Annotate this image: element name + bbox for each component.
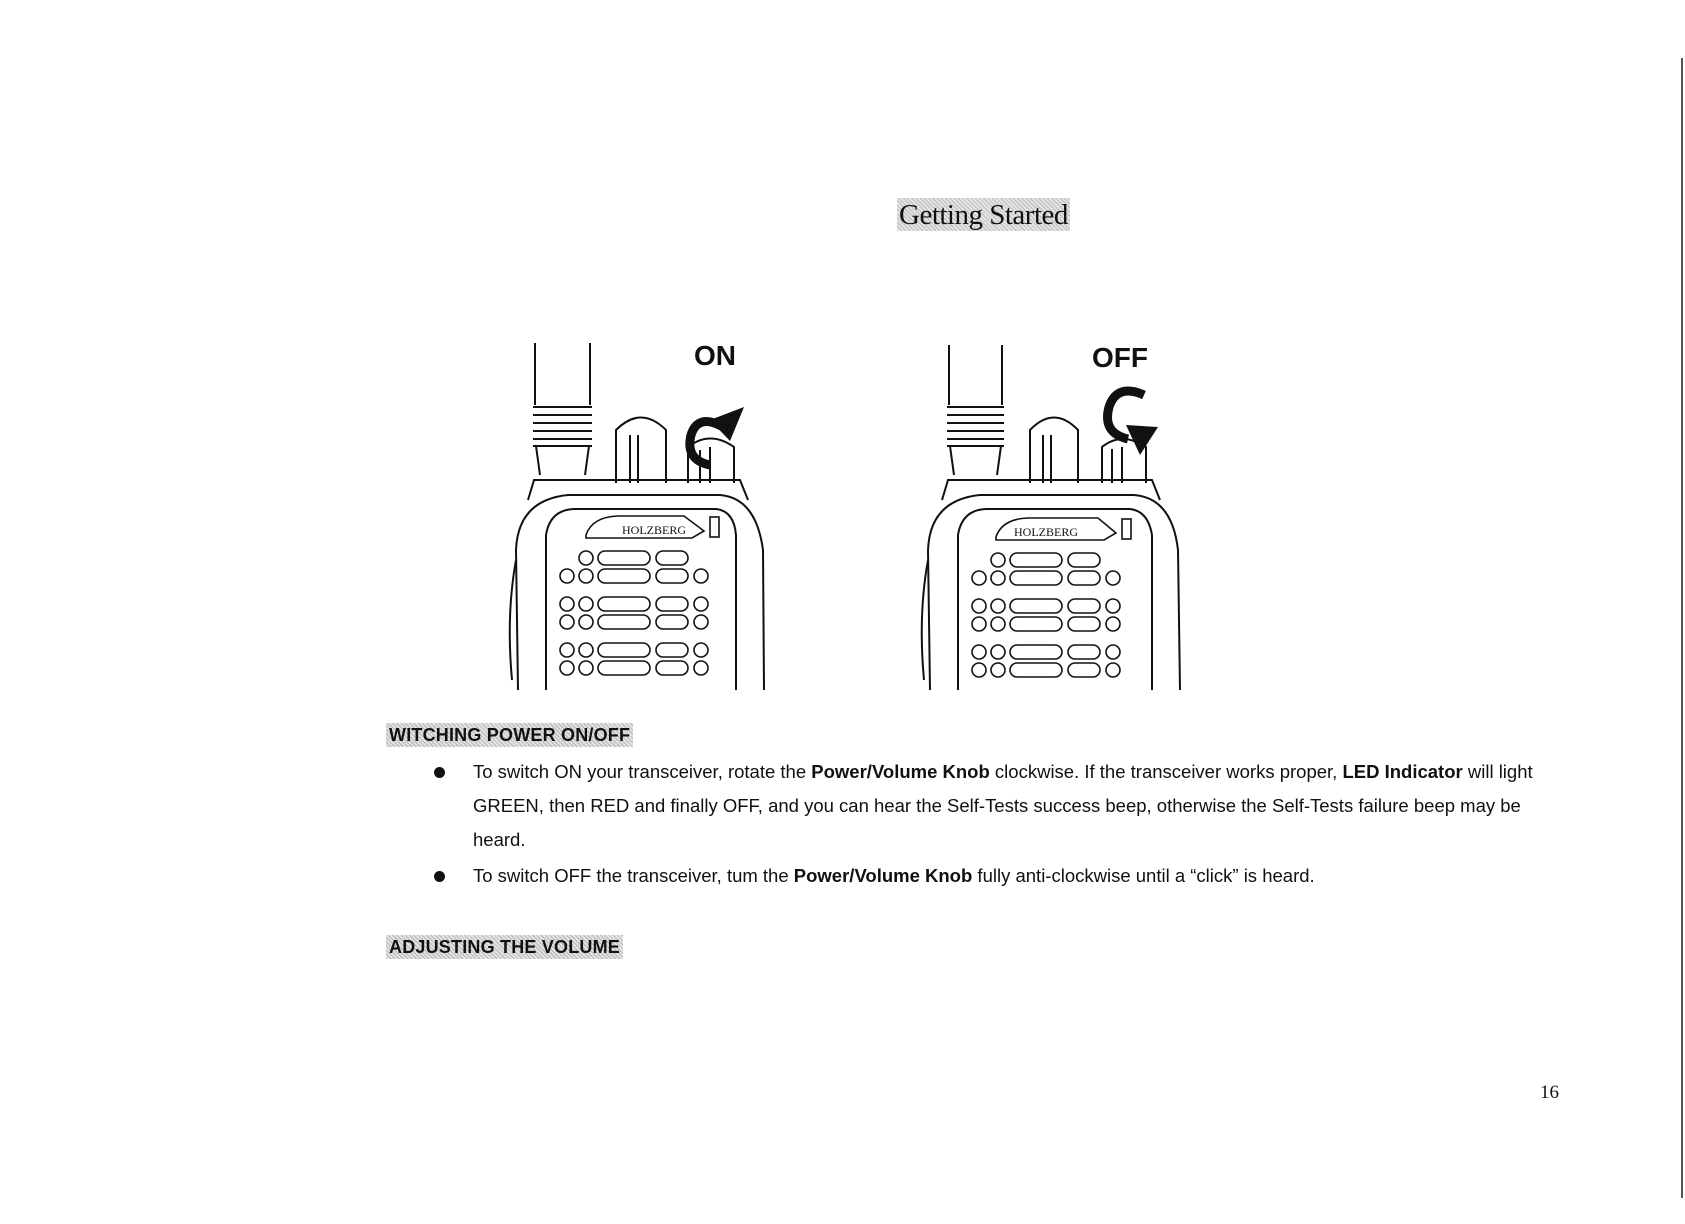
led-term: LED Indicator [1342, 761, 1463, 782]
knob-term: Power/Volume Knob [811, 761, 990, 782]
page-edge-rule [1681, 58, 1683, 1198]
clockwise-arrow-icon [710, 407, 744, 441]
list-item: To switch OFF the transceiver, tum the Power/Volume Knob fully anti-clockwise until a “click” is heard. [430, 859, 1570, 893]
list-item: To switch ON your transceiver, rotate the Power/Volume Knob clockwise. If the transceiver works proper, LED Indicator will light GREEN, then RED and finally OFF, and you can hear the Self-Tests success beep, otherwise the Self-Tests failure beep may be heard. [430, 755, 1570, 857]
radio-figure-on [488, 335, 778, 690]
on-label: ON [694, 340, 736, 371]
radio-figure-off [902, 335, 1202, 690]
page-title: Getting Started [899, 199, 1068, 231]
section-heading-volume: ADJUSTING THE VOLUME [386, 935, 623, 959]
knob-term: Power/Volume Knob [793, 865, 973, 886]
off-label: OFF [1092, 342, 1148, 373]
section-heading-power: WITCHING POWER ON/OFF [386, 723, 633, 747]
power-instructions-list [430, 755, 1570, 893]
brand-label-on: HOLZBERG [622, 523, 686, 537]
brand-label-off: HOLZBERG [1014, 525, 1078, 539]
page-number: 16 [1540, 1082, 1559, 1103]
